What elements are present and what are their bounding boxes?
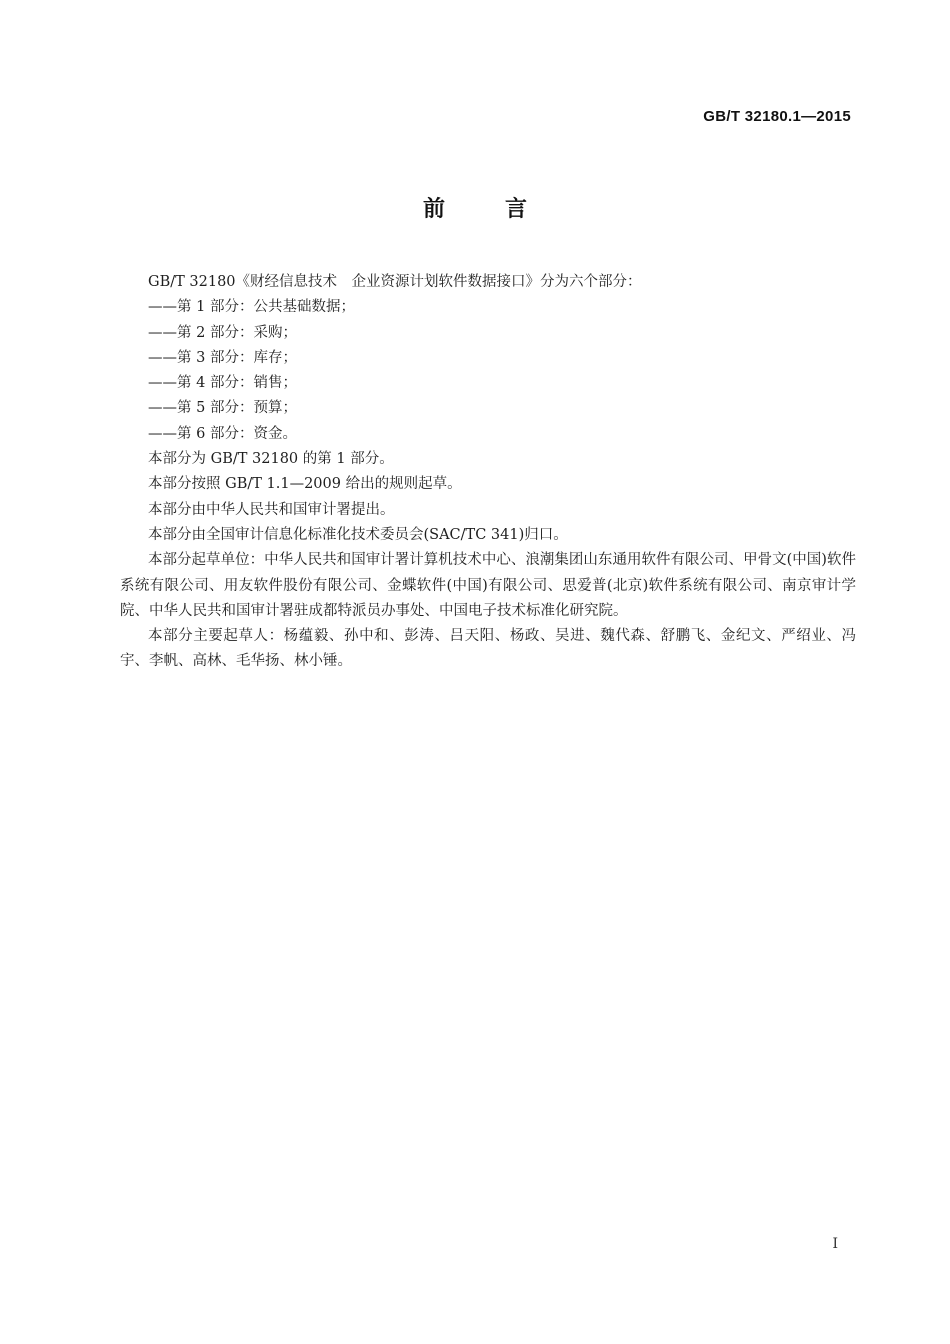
foreword-body — [120, 270, 856, 675]
intro-paragraph: GB/T 32180《财经信息技术 企业资源计划软件数据接口》分为六个部分： — [148, 274, 642, 290]
list-item-part3: ——第 3 部分：库存； — [148, 349, 297, 366]
list-item-part1: ——第 1 部分：公共基础数据； — [148, 299, 355, 316]
list-item-part2: ——第 2 部分：采购； — [148, 324, 297, 341]
managed-by-paragraph: 本部分由全国审计信息化标准化技术委员会(SAC/TC 341)归口。 — [148, 526, 568, 543]
proposed-by-paragraph: 本部分由中华人民共和国审计署提出。 — [148, 501, 395, 518]
drafters-paragraph: 本部分主要起草人：杨蕴毅、孙中和、彭涛、吕天阳、杨政、吴进、魏代森、舒鹏飞、金纪文、严绍业、冯宇、李帆、高林、毛华扬、林小锤。 — [120, 628, 856, 670]
page-number: I — [832, 1236, 838, 1252]
list-item-part6: ——第 6 部分：资金。 — [148, 425, 297, 442]
list-item-part4: ——第 4 部分：销售； — [148, 375, 297, 392]
this-part-paragraph: 本部分为 GB/T 32180 的第 1 部分。 — [148, 451, 394, 468]
list-item-part5: ——第 5 部分：预算； — [148, 400, 297, 417]
page-title: 前言 — [422, 197, 587, 222]
drafting-rules-paragraph: 本部分按照 GB/T 1.1—2009 给出的规则起草。 — [148, 476, 462, 493]
standard-number: GB/T 32180.1—2015 — [703, 108, 851, 125]
drafting-units-paragraph: 本部分起草单位：中华人民共和国审计署计算机技术中心、浪潮集团山东通用软件有限公司、甲骨文(中国)软件系统有限公司、用友软件股份有限公司、金蝶软件(中国)有限公司、思爱普(北京)软件系统有限公司、南京审计学院、中华人民共和国审计署驻成都特派员办事处、中国电子技术标准化研究院。 — [120, 552, 856, 619]
